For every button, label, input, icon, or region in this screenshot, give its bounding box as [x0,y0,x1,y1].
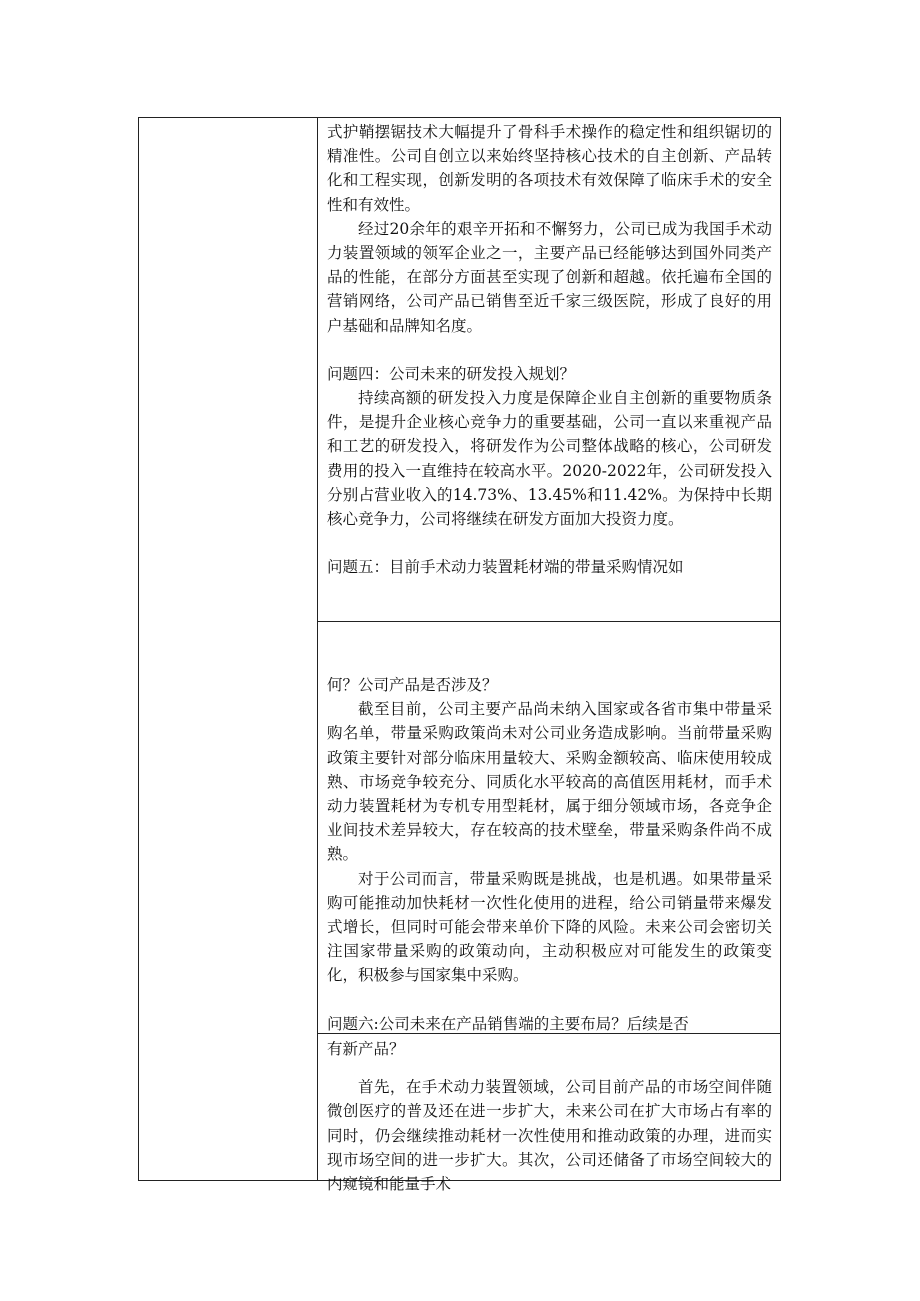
paragraph: 式护鞘摆锯技术大幅提升了骨科手术操作的稳定性和组织锯切的精准性。公司自创立以来始终坚持核心技术的自主创新、产品转化和工程实现，创新发明的各项技术有效保障了临床手术的安全性和有效性。 [327,123,772,214]
answer-cell-1 [327,120,772,579]
row-divider [317,621,780,622]
question-heading: 问题四：公司未来的研发投入规划？ [327,364,576,383]
answer-cell-3 [327,1037,772,1196]
question-heading: 有新产品？ [327,1040,405,1058]
paragraph: 截至目前，公司主要产品尚未纳入国家或各省市集中带量采购名单，带量采购政策尚未对公司业务造成影响。当前带量采购政策主要针对部分临床用量较大、采购金额较高、临床使用较成熟、市场竞争较充分、同质化水平较高的高值医用耗材，而手术动力装置耗材为专机专用型耗材，属于细分领域市场，各竞争企业间技术差异较大，存在较高的技术壁垒，带量采购条件尚不成熟。 [327,700,772,864]
paragraph: 持续高额的研发投入力度是保障企业自主创新的重要物质条件，是提升企业核心竞争力的重要基础，公司一直以来重视产品和工艺的研发投入，将研发作为公司整体战略的核心，公司研发费用的投入一直维持在较高水平。2020-2022年，公司研发投入分别占营业收入的14.73%、13.45%和11.42%。为保持中长期核心竞争力，公司将继续在研发方面加大投资力度。 [327,389,772,529]
question-heading: 问题五：目前手术动力装置耗材端的带量采购情况如 [327,558,684,577]
paragraph: 首先，在手术动力装置领域，公司目前产品的市场空间伴随微创医疗的普及还在进一步扩大，未来公司在扩大市场占有率的同时，仍会继续推动耗材一次性使用和推动政策的办理，进而实现市场空间的进一步扩大。其次，公司还储备了市场空间较大的内窥镜和能量手术 [327,1078,772,1194]
question-heading: 问题六:公司未来在产品销售端的主要布局？后续是否 [327,1014,689,1033]
question-heading: 何？公司产品是否涉及？ [327,676,498,694]
answer-cell-2 [327,673,772,1036]
paragraph: 经过20余年的艰辛开拓和不懈努力，公司已成为我国手术动力装置领域的领军企业之一，主要产品已经能够达到国外同类产品的性能，在部分方面甚至实现了创新和超越。依托遍布全国的营销网络，公司产品已销售至近千家三级医院，形成了良好的用户基础和品牌知名度。 [327,219,772,335]
qa-table [138,117,781,1194]
column-divider [317,118,318,1180]
paragraph: 对于公司而言，带量采购既是挑战，也是机遇。如果带量采购可能推动加快耗材一次性化使用的进程，给公司销量带来爆发式增长，但同时可能会带来单价下降的风险。未来公司会密切关注国家带量采购的政策动向，主动积极应对可能发生的政策变化，积极参与国家集中采购。 [327,869,772,985]
